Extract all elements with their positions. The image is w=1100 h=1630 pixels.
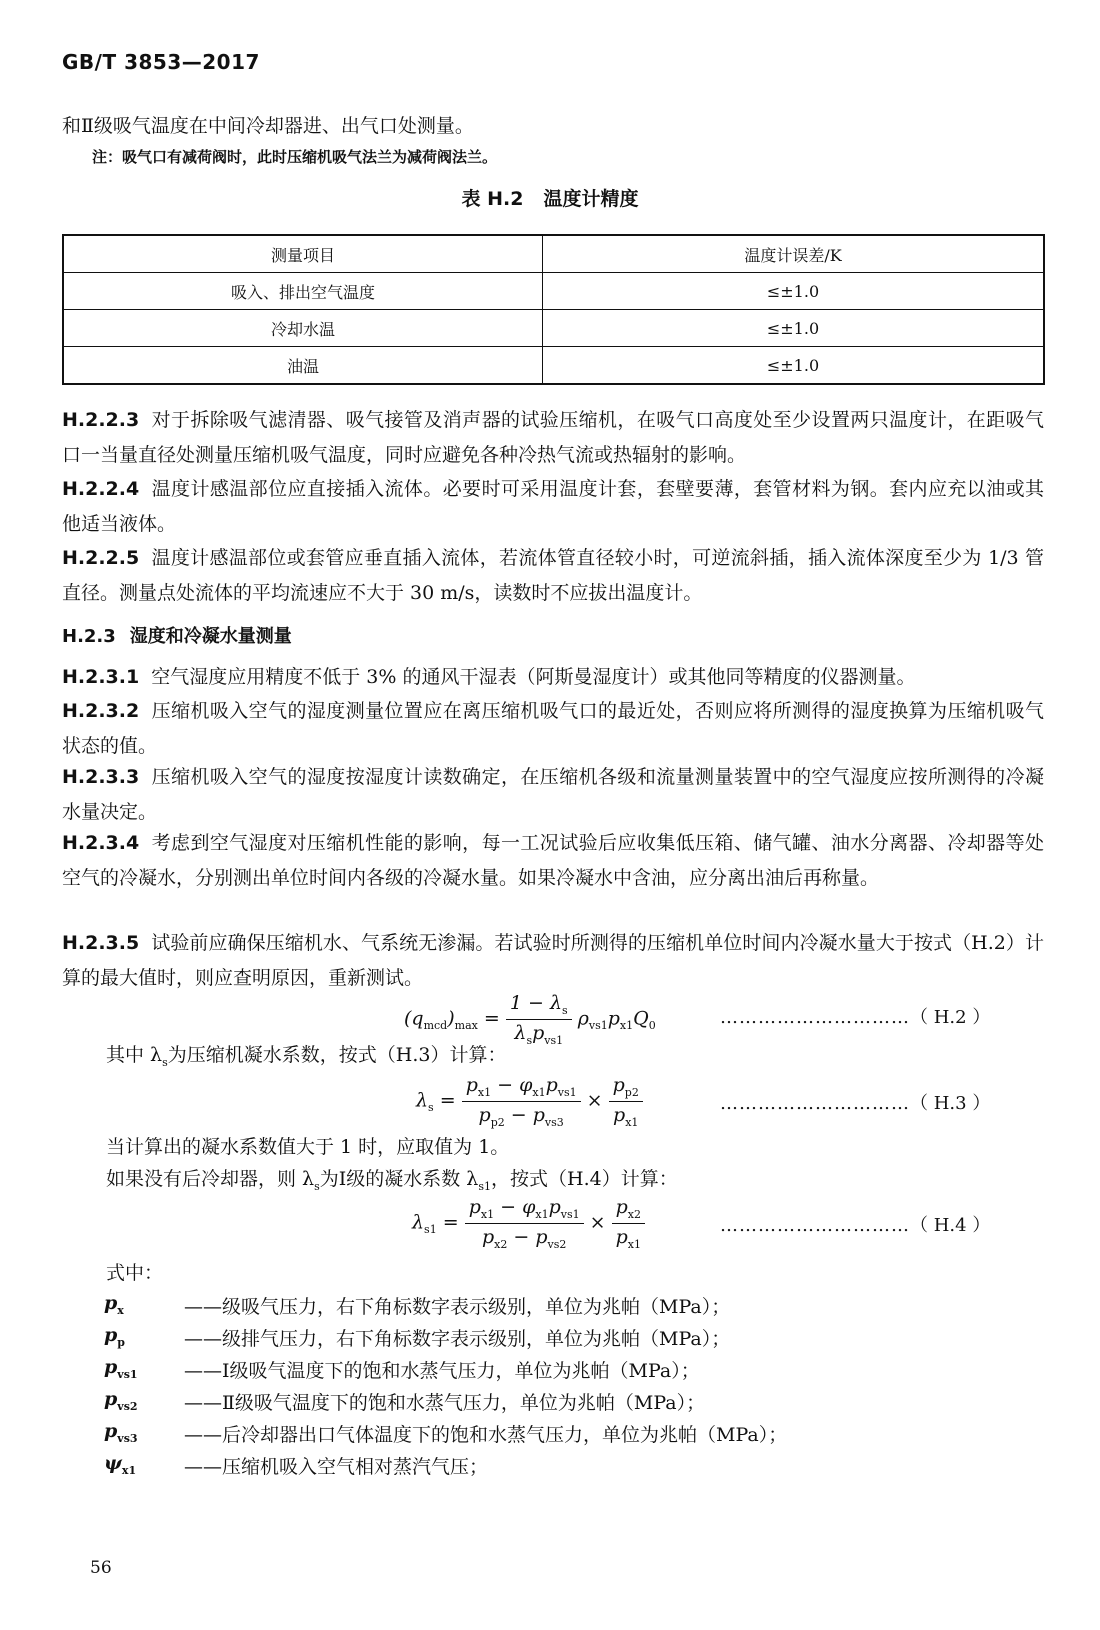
table-cell: 吸入、排出空气温度: [63, 273, 543, 310]
section-title: 湿度和冷凝水量测量: [129, 626, 292, 647]
lambda-s-definition: 其中 $\lambda_s$为压缩机凝水系数，按式（H.3）计算：: [106, 1044, 507, 1069]
no-aftercooler-note: 如果没有后冷却器，则 $\lambda_s$为Ⅰ级的凝水系数 $\lambda_{s1}$，按式（H.4）计算：: [106, 1168, 678, 1193]
equation-fraction: $\frac{1 - \lambda_s}{\lambda_sp_{vs1}}$: [506, 992, 572, 1047]
clause-number: H.2.3.5: [62, 932, 140, 954]
symbol: $\psi_{x1}$: [104, 1452, 137, 1477]
clause-number: H.2.3.2: [62, 700, 140, 722]
lambda-limit-note: 当计算出的凝水系数值大于 1 时，应取值为 1。: [106, 1136, 510, 1158]
intro-line: 和Ⅱ级吸气温度在中间冷却器进、出气口处测量。: [62, 115, 474, 137]
equation-h3: $\lambda_s$ = $\frac{p_{x1} - \varphi_{x1}p_{vs1}}{p_{p2} - p_{vs3}}$ × $\frac{p_{p2}}{p_{x1}}$: [416, 1074, 643, 1129]
section-number: H.2.3: [62, 626, 116, 647]
clause-text: 考虑到空气湿度对压缩机性能的影响，每一工况试验后应收集低压箱、储气罐、油水分离器、冷却器等处空气的冷凝水，分别测出单位时间内各级的冷凝水量。如果冷凝水中含油，应分离出油后再称量。: [62, 832, 1044, 889]
clause-h2-2-3: [62, 403, 1044, 473]
symbol-description: ——Ⅱ级吸气温度下的饱和水蒸气压力，单位为兆帕（MPa）；: [184, 1392, 706, 1414]
clause-number: H.2.2.4: [62, 478, 140, 500]
section-heading-h2-3: [62, 622, 292, 648]
equation-h4-tag: [720, 1211, 1000, 1237]
symbol-description: ——级排气压力，右下角标数字表示级别，单位为兆帕（MPa）；: [184, 1328, 731, 1350]
intro-note: 注：吸气口有减荷阀时，此时压缩机吸气法兰为减荷阀法兰。: [92, 148, 498, 166]
table-cell: 冷却水温: [63, 310, 543, 347]
symbol: $p_{vs1}$: [104, 1356, 138, 1381]
table-header-cell: 测量项目: [63, 235, 543, 273]
table-cell: 油温: [63, 347, 543, 385]
equation-h3-tag: [720, 1089, 1000, 1115]
symbol-description: ——后冷却器出口气体温度下的饱和水蒸气压力，单位为兆帕（MPa）；: [184, 1424, 788, 1446]
equation-number: （ H.4 ）: [910, 1215, 991, 1236]
symbol-description: ——级吸气压力，右下角标数字表示级别，单位为兆帕（MPa）；: [184, 1296, 731, 1318]
page-number: 56: [90, 1558, 112, 1578]
clause-h2-3-1: [62, 660, 1044, 695]
equation-number: （ H.2 ）: [910, 1007, 991, 1028]
clause-text: 压缩机吸入空气的湿度按湿度计读数确定，在压缩机各级和流量测量装置中的空气湿度应按所测得的冷凝水量决定。: [62, 766, 1044, 823]
clause-h2-3-3: [62, 760, 1044, 830]
clause-number: H.2.3.3: [62, 766, 140, 788]
clause-h2-3-4: [62, 826, 1044, 896]
leader-dots: …………………………: [720, 1215, 910, 1236]
equation-fraction: $\frac{p_{p2}}{p_{x1}}$: [609, 1074, 643, 1129]
clause-text: 对于拆除吸气滤清器、吸气接管及消声器的试验压缩机，在吸气口高度处至少设置两只温度计，在距吸气口一当量直径处测量压缩机吸气温度，同时应避免各种冷热气流或热辐射的影响。: [62, 409, 1044, 466]
equation-h4: $\lambda_{s1}$ = $\frac{p_{x1} - \varphi_{x1}p_{vs1}}{p_{x2} - p_{vs2}}$ × $\frac{p_{x2}}{p_{x1}}$: [412, 1196, 645, 1251]
table-row: [63, 310, 1044, 347]
equation-fraction: $\frac{p_{x2}}{p_{x1}}$: [612, 1196, 645, 1251]
symbol: $p_x$: [104, 1292, 124, 1317]
clause-text: 压缩机吸入空气的湿度测量位置应在离压缩机吸气口的最近处，否则应将所测得的湿度换算为压缩机吸气状态的值。: [62, 700, 1044, 757]
clause-text: 温度计感温部位应直接插入流体。必要时可采用温度计套，套壁要薄，套管材料为钢。套内应充以油或其他适当液体。: [62, 478, 1044, 535]
clause-number: H.2.2.5: [62, 547, 140, 569]
clause-text: 试验前应确保压缩机水、气系统无渗漏。若试验时所测得的压缩机单位时间内冷凝水量大于按式（H.2）计算的最大值时，则应查明原因，重新测试。: [62, 932, 1044, 989]
equation-h2-tag: [720, 1003, 1000, 1029]
thermometer-accuracy-table: [62, 234, 1045, 385]
symbol: $p_{vs3}$: [104, 1420, 138, 1445]
standard-code: GB/T 3853—2017: [62, 50, 260, 74]
table-caption: [0, 184, 1100, 211]
clause-text: 温度计感温部位或套管应垂直插入流体，若流体管直径较小时，可逆流斜插，插入流体深度至少为 1/3 管直径。测量点处流体的平均流速应不大于 30 m/s，读数时不应拔出温度计。: [62, 547, 1044, 604]
table-row: [63, 347, 1044, 385]
table-header-row: [63, 235, 1044, 273]
clause-h2-3-2: [62, 694, 1044, 764]
equation-h2: $(q_{mcd})_{max}$ = $\frac{1 - \lambda_s}{\lambda_sp_{vs1}}$ $\rho_{vs1}p_{x1}Q_0$: [404, 992, 656, 1047]
equation-number: （ H.3 ）: [910, 1093, 991, 1114]
clause-h2-3-5: [62, 926, 1044, 996]
symbol-description: ——Ⅰ级吸气温度下的饱和水蒸气压力，单位为兆帕（MPa）；: [184, 1360, 700, 1382]
table-row: [63, 273, 1044, 310]
leader-dots: …………………………: [720, 1007, 910, 1028]
table-cell: ≤±1.0: [543, 347, 1045, 385]
clause-number: H.2.3.4: [62, 832, 140, 854]
symbol: $p_p$: [104, 1324, 125, 1349]
table-cell: ≤±1.0: [543, 273, 1045, 310]
where-label: 式中：: [106, 1262, 164, 1284]
leader-dots: …………………………: [720, 1093, 910, 1114]
clause-h2-2-5: [62, 541, 1044, 611]
table-caption-number: 表 H.2: [461, 188, 524, 210]
clause-text: 空气湿度应用精度不低于 3% 的通风干湿表（阿斯曼湿度计）或其他同等精度的仪器测量。: [151, 666, 916, 688]
clause-number: H.2.3.1: [62, 666, 140, 688]
symbol: $p_{vs2}$: [104, 1388, 138, 1413]
equation-fraction: $\frac{p_{x1} - \varphi_{x1}p_{vs1}}{p_{p2} - p_{vs3}}$: [462, 1074, 581, 1129]
table-caption-title: 温度计精度: [543, 188, 639, 210]
table-cell: ≤±1.0: [543, 310, 1045, 347]
table-header-cell: 温度计误差/K: [543, 235, 1045, 273]
clause-number: H.2.2.3: [62, 409, 140, 431]
equation-fraction: $\frac{p_{x1} - \varphi_{x1}p_{vs1}}{p_{x2} - p_{vs2}}$: [465, 1196, 584, 1251]
clause-h2-2-4: [62, 472, 1044, 542]
symbol-description: ——压缩机吸入空气相对蒸汽气压；: [184, 1456, 489, 1478]
